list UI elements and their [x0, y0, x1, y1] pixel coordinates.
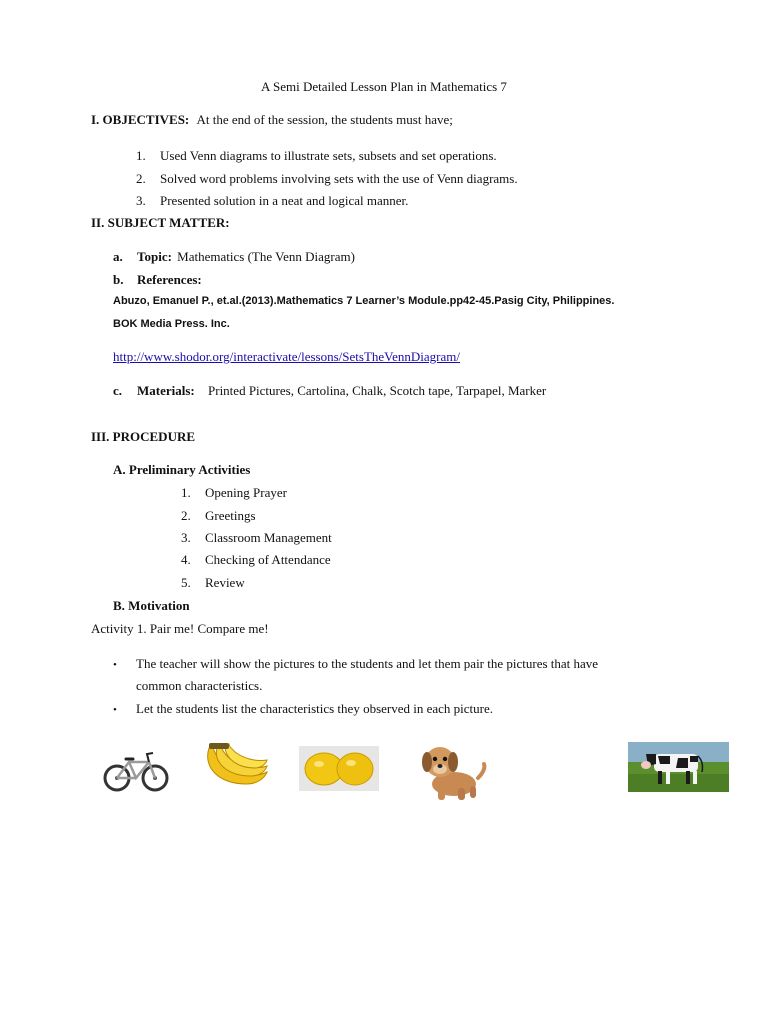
objectives-intro: At the end of the session, the students must have; — [196, 112, 453, 127]
preliminary-text: Opening Prayer — [205, 485, 287, 500]
objective-number: 2. — [136, 171, 146, 186]
materials-marker: c. — [113, 383, 123, 398]
objective-item — [136, 193, 408, 209]
cow-picture — [628, 742, 729, 792]
references-label: References: — [137, 272, 202, 287]
preliminary-number: 4. — [181, 552, 191, 567]
preliminary-text: Classroom Management — [205, 530, 332, 545]
objective-item — [136, 148, 497, 164]
bullet-text-line1: Let the students list the characteristics they observed in each picture. — [136, 701, 494, 716]
bullet-text-line1: The teacher will show the pictures to the students and let them pair the pictures that have — [136, 656, 599, 671]
bullet-item — [113, 701, 494, 718]
objective-text: Presented solution in a neat and logical manner. — [160, 193, 409, 208]
preliminary-activities-label: A. Preliminary Activities — [113, 462, 251, 477]
page-title: A Semi Detailed Lesson Plan in Mathematics 7 — [261, 79, 507, 94]
puppy-picture — [414, 738, 490, 802]
bullet-symbol: • — [113, 704, 117, 716]
bullet-item — [113, 656, 599, 673]
subject-matter-heading: II. SUBJECT MATTER: — [91, 215, 230, 230]
lemons-picture — [299, 746, 379, 791]
topic-label: Topic: — [137, 249, 172, 264]
bicycle-picture — [102, 748, 170, 796]
preliminary-text: Greetings — [205, 508, 256, 523]
reference-citation-line2: BOK Media Press. Inc. — [113, 318, 230, 330]
topic-value: Mathematics (The Venn Diagram) — [177, 249, 355, 264]
references-marker: b. — [113, 272, 124, 287]
reference-citation-line1: Abuzo, Emanuel P., et.al.(2013).Mathematics 7 Learner’s Module.pp42-45.Pasig City, Philippines. — [113, 295, 615, 307]
objectives-heading: I. OBJECTIVES: — [91, 112, 190, 127]
preliminary-item — [181, 552, 331, 568]
objective-text: Solved word problems involving sets with the use of Venn diagrams. — [160, 171, 518, 186]
motivation-label: B. Motivation — [113, 598, 190, 613]
bullet-text-line2: common characteristics. — [136, 678, 263, 693]
preliminary-item — [181, 575, 245, 591]
bananas-picture — [199, 742, 271, 790]
preliminary-number: 1. — [181, 485, 191, 500]
preliminary-text: Checking of Attendance — [205, 552, 331, 567]
preliminary-item — [181, 485, 287, 501]
materials-label: Materials: — [137, 383, 195, 398]
preliminary-item — [181, 530, 332, 546]
preliminary-number: 3. — [181, 530, 191, 545]
topic-line — [113, 249, 355, 265]
objective-item — [136, 171, 518, 187]
reference-url-link[interactable]: http://www.shodor.org/interactivate/lessons/SetsTheVennDiagram/ — [113, 349, 460, 364]
objective-number: 1. — [136, 148, 146, 163]
procedure-heading: III. PROCEDURE — [91, 429, 196, 444]
objective-number: 3. — [136, 193, 146, 208]
objectives-section — [91, 112, 453, 128]
preliminary-number: 2. — [181, 508, 191, 523]
preliminary-number: 5. — [181, 575, 191, 590]
preliminary-item — [181, 508, 256, 524]
activity-title: Activity 1. Pair me! Compare me! — [91, 621, 269, 636]
objective-text: Used Venn diagrams to illustrate sets, subsets and set operations. — [160, 148, 497, 163]
preliminary-text: Review — [205, 575, 245, 590]
bullet-symbol: • — [113, 659, 117, 671]
materials-line — [113, 383, 546, 399]
materials-value: Printed Pictures, Cartolina, Chalk, Scotch tape, Tarpapel, Marker — [208, 383, 547, 398]
topic-marker: a. — [113, 249, 123, 264]
references-line — [113, 272, 202, 288]
